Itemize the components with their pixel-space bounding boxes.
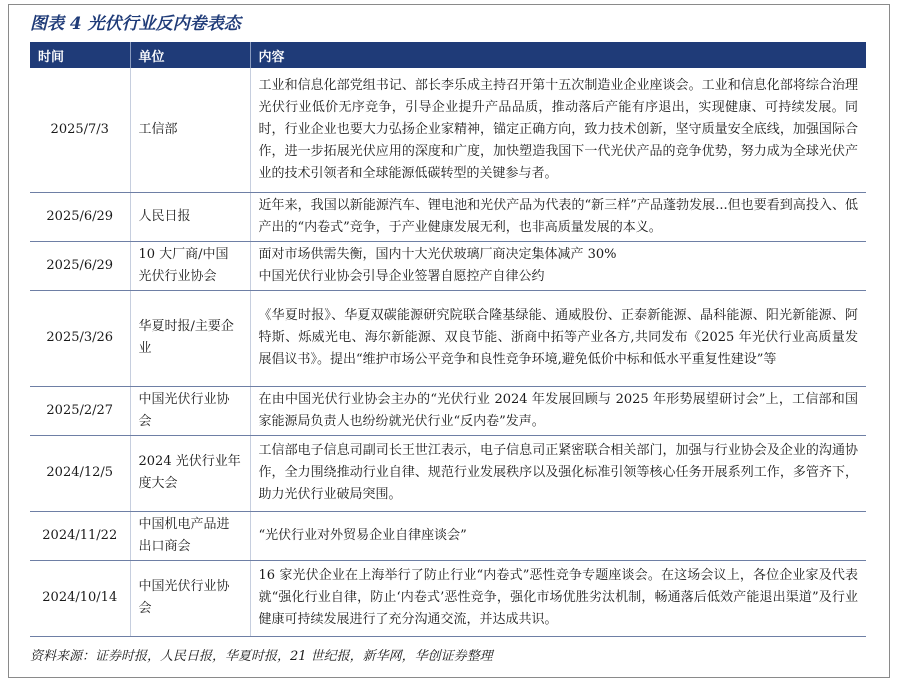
table-row [30, 241, 866, 290]
cell-org: 10 大厂商/中国光伏行业协会 [130, 241, 250, 290]
header-org: 单位 [130, 42, 250, 68]
cell-content: 工信部电子信息司副司长王世江表示，电子信息司正紧密联合相关部门，加强与行业协会及企业的沟通协作，全力围绕推动行业自律、规范行业发展秩序以及强化标准引领等核心任务开展系列工作，多管齐下，助力光伏行业破局突围。 [250, 435, 866, 511]
cell-org: 工信部 [130, 68, 250, 192]
table-header-row [30, 42, 866, 68]
cell-org: 2024 光伏行业年度大会 [130, 435, 250, 511]
cell-content: “光伏行业对外贸易企业自律座谈会” [250, 511, 866, 560]
table-row [30, 386, 866, 435]
cell-time: 2024/10/14 [30, 560, 130, 636]
cell-time: 2024/12/5 [30, 435, 130, 511]
cell-content: 工业和信息化部党组书记、部长李乐成主持召开第十五次制造业企业座谈会。工业和信息化部将综合治理光伏行业低价无序竞争，引导企业提升产品品质，推动落后产能有序退出，实现健康、可持续发展。同时，行业企业也要大力弘扬企业家精神，锚定正确方向，致力技术创新，坚守质量安全底线，加强国际合作，进一步拓展光伏应用的深度和广度，加快塑造我国下一代光伏产品的竞争优势，努力成为全球光伏产业的技术引领者和全球能源低碳转型的关键参与者。 [250, 68, 866, 192]
table-row [30, 68, 866, 192]
cell-time: 2025/6/29 [30, 241, 130, 290]
cell-org: 中国机电产品进出口商会 [130, 511, 250, 560]
policy-table [30, 42, 866, 637]
cell-org: 中国光伏行业协会 [130, 386, 250, 435]
cell-org: 人民日报 [130, 192, 250, 241]
table-row [30, 290, 866, 386]
cell-content: 近年来，我国以新能源汽车、锂电池和光伏产品为代表的“新三样”产品蓬勃发展...但也要看到高投入、低产出的“内卷式”竞争，于产业健康发展无利，也非高质量发展的本义。 [250, 192, 866, 241]
cell-time: 2025/6/29 [30, 192, 130, 241]
cell-content: 《华夏时报》、华夏双碳能源研究院联合隆基绿能、通威股份、正泰新能源、晶科能源、阳光新能源、阿特斯、烁威光电、海尔新能源、双良节能、浙商中拓等产业各方,共同发布《2025 年光伏行业高质量发展倡议书》。提出“维护市场公平竞争和良性竞争环境,避免低价中标和低水平重复性建设”等 [250, 290, 866, 386]
cell-org: 中国光伏行业协会 [130, 560, 250, 636]
cell-org: 华夏时报/主要企业 [130, 290, 250, 386]
header-time: 时间 [30, 42, 130, 68]
table-row [30, 560, 866, 636]
table-row [30, 511, 866, 560]
figure-title: 图表 4 光伏行业反内卷表态 [30, 14, 241, 34]
table-row [30, 435, 866, 511]
cell-time: 2024/11/22 [30, 511, 130, 560]
cell-time: 2025/7/3 [30, 68, 130, 192]
cell-time: 2025/3/26 [30, 290, 130, 386]
cell-content: 在由中国光伏行业协会主办的“光伏行业 2024 年发展回顾与 2025 年形势展望研讨会”上，工信部和国家能源局负责人也纷纷就光伏行业“反内卷”发声。 [250, 386, 866, 435]
cell-content: 面对市场供需失衡，国内十大光伏玻璃厂商决定集体减产 30% 中国光伏行业协会引导企业签署自愿控产自律公约 [250, 241, 866, 290]
source-note: 资料来源：证券时报，人民日报，华夏时报，21 世纪报，新华网，华创证券整理 [30, 649, 493, 664]
header-content: 内容 [250, 42, 866, 68]
cell-time: 2025/2/27 [30, 386, 130, 435]
table-row [30, 192, 866, 241]
cell-content: 16 家光伏企业在上海举行了防止行业“内卷式”恶性竞争专题座谈会。在这场会议上，各位企业家及代表就“强化行业自律，防止‘内卷式’恶性竞争，强化市场优胜劣汰机制，畅通落后低效产能退出渠道”及行业健康可持续发展进行了充分沟通交流，并达成共识。 [250, 560, 866, 636]
